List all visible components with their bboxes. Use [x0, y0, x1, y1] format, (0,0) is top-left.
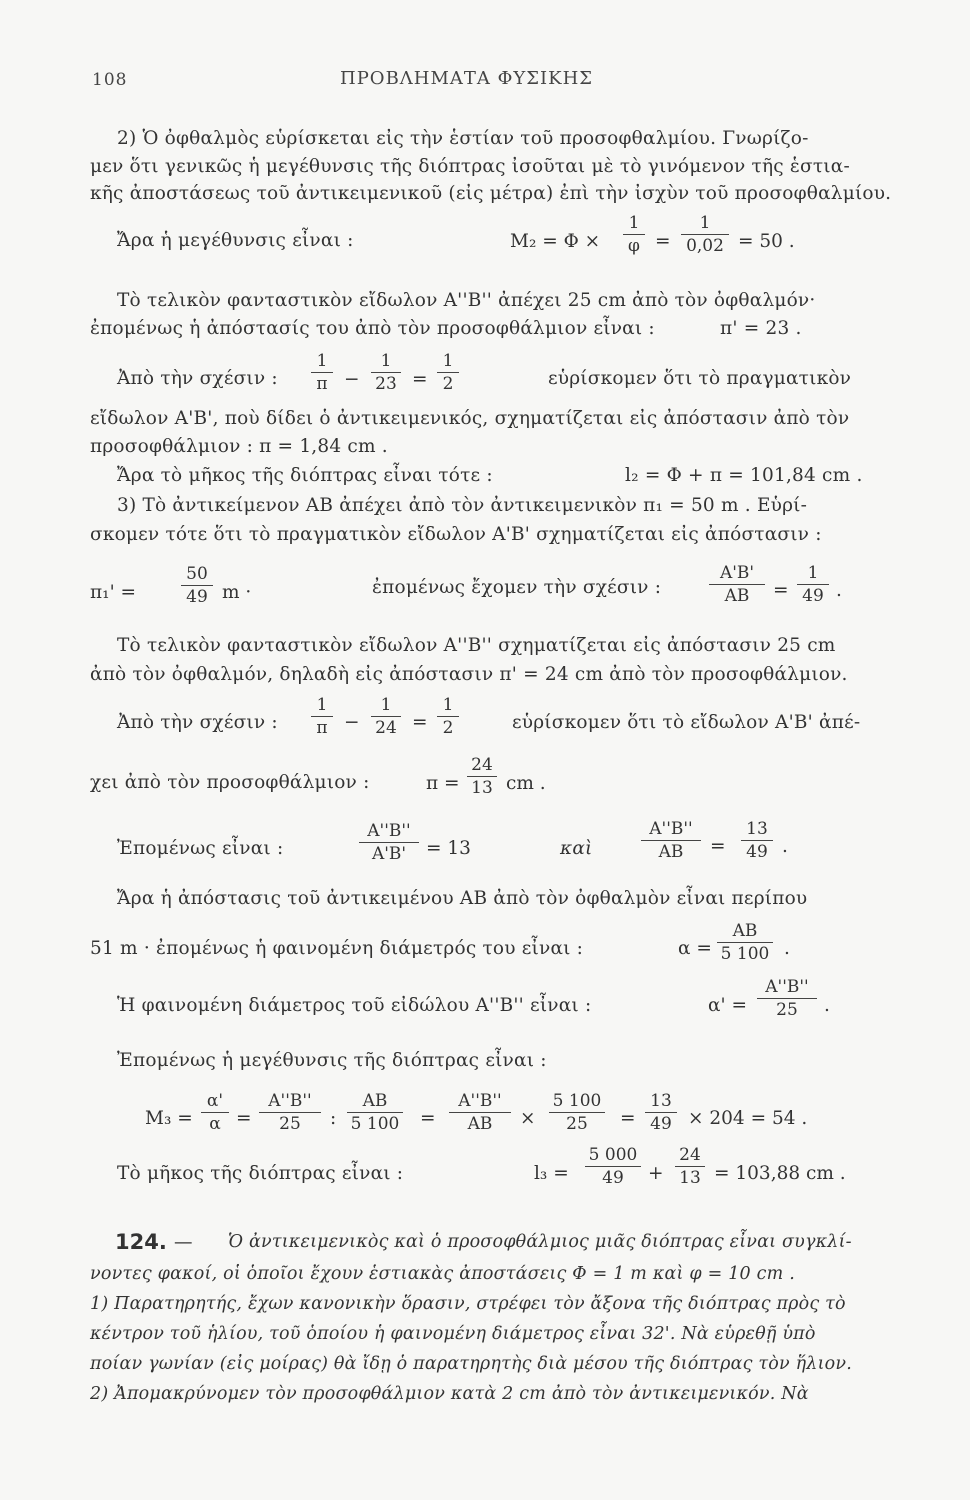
- fraction: [346, 1090, 404, 1135]
- equation-label: ἐπομένως ἔχομεν τὴν σχέσιν :: [372, 577, 662, 598]
- equation-term: α' =: [708, 995, 747, 1016]
- fraction-numerator: 1: [380, 695, 392, 715]
- fraction-denominator: 5 100: [720, 944, 770, 964]
- paragraph-line: μεν ὅτι γενικῶς ἡ μεγέθυνσις τῆς διόπτρας ἰσοῦται μὲ τὸ γινόμενον τῆς ἑστια-: [90, 156, 850, 177]
- fraction-numerator: A'B': [719, 563, 755, 583]
- fraction-denominator: 2: [442, 718, 454, 738]
- fraction-numerator: 24: [471, 755, 493, 775]
- equation-term: .: [782, 836, 788, 857]
- fraction: [358, 820, 420, 865]
- fraction-numerator: 1: [807, 563, 819, 583]
- fraction: [674, 1144, 706, 1189]
- equation-term: =: [412, 712, 428, 733]
- fraction: [708, 562, 766, 607]
- equation-term: π₁' =: [90, 582, 137, 603]
- fraction: [756, 976, 818, 1021]
- equation-label: Ἀπὸ τὴν σχέσιν :: [117, 712, 278, 733]
- fraction-denominator: 13: [471, 778, 493, 798]
- equation-term: = 103,88 cm .: [714, 1163, 846, 1184]
- fraction-denominator: AB: [658, 842, 684, 862]
- paragraph-line: εὑρίσκομεν ὅτι τὸ εἴδωλον A'B' ἀπέ-: [512, 712, 861, 733]
- fraction: [200, 1090, 230, 1135]
- equation-term: l₃ =: [534, 1163, 569, 1184]
- problem-line: Ὁ ἀντικειμενικὸς καὶ ὁ προσοφθάλμιος μιᾶς διόπτρας εἶναι συγκλί-: [228, 1232, 852, 1252]
- fraction-numerator: AB: [732, 921, 758, 941]
- fraction-denominator: 25: [279, 1114, 301, 1134]
- fraction: [796, 562, 830, 607]
- paragraph-line: Τὸ τελικὸν φανταστικὸν εἴδωλον A''B'' ἀπέχει 25 cm ἀπὸ τὸν ὀφθαλμόν·: [117, 290, 816, 311]
- conjunction-text: καὶ: [560, 838, 593, 859]
- paragraph-line: κῆς ἀποστάσεως τοῦ ἀντικειμενικοῦ (εἰς μέτρα) ἐπὶ τὴν ἰσχὺν τοῦ προσοφθαλμίου.: [90, 183, 892, 204]
- equation-term: .: [836, 580, 842, 601]
- fraction-numerator: 5 100: [552, 1091, 602, 1111]
- fraction: [466, 754, 498, 799]
- equation-label: Ἐπομένως εἶναι :: [117, 838, 284, 859]
- problem-line: ποίαν γωνίαν (εἰς μοίρας) θὰ ἴδῃ ὁ παρατηρητὴς διὰ μέσου τῆς διόπτρας τὸν ἥλιον.: [90, 1354, 852, 1374]
- fraction: [716, 920, 774, 965]
- fraction-denominator: 13: [679, 1168, 701, 1188]
- equation-term: l₂ = Φ + π = 101,84 cm .: [625, 465, 863, 486]
- paragraph-line: εὑρίσκομεν ὅτι τὸ πραγματικὸν: [548, 368, 852, 389]
- fraction: [436, 350, 460, 395]
- fraction-numerator: A''B'': [458, 1091, 502, 1111]
- equation-term: M₂ = Φ ×: [510, 231, 601, 252]
- problem-line: κέντρον τοῦ ἡλίου, τοῦ ὁποίου ἡ φαινομένη διάμετρος εἶναι 32'. Νὰ εὑρεθῇ ὑπὸ: [90, 1324, 816, 1344]
- equation-term: −: [344, 712, 360, 733]
- problem-line: 2) Ἀπομακρύνομεν τὸν προσοφθάλμιον κατὰ 2 cm ἀπὸ τὸν ἀντικειμενικόν. Νὰ: [90, 1384, 809, 1404]
- fraction-numerator: 1: [699, 213, 711, 233]
- fraction-numerator: 1: [316, 351, 328, 371]
- equation-term: cm .: [506, 773, 546, 794]
- equation-term: =: [420, 1108, 436, 1129]
- fraction: [548, 1090, 606, 1135]
- fraction-denominator: AB: [467, 1114, 493, 1134]
- fraction-numerator: A''B'': [367, 821, 411, 841]
- fraction: [310, 694, 334, 739]
- fraction-numerator: 24: [679, 1145, 701, 1165]
- paragraph-line: 51 m · ἐπομένως ἡ φαινομένη διάμετρός του εἶναι :: [90, 938, 584, 959]
- paragraph-line: 2) Ὁ ὀφθαλμὸς εὑρίσκεται εἰς τὴν ἑστίαν τοῦ προσοφθαλμίου. Γνωρίζο-: [117, 128, 809, 149]
- fraction-denominator: 2: [442, 374, 454, 394]
- fraction: [640, 818, 702, 863]
- fraction: [740, 818, 774, 863]
- fraction: [180, 563, 214, 608]
- problem-dash: —: [174, 1232, 193, 1253]
- fraction-numerator: 1: [380, 351, 392, 371]
- paragraph-line: 3) Τὸ ἀντικείμενον AB ἀπέχει ἀπὸ τὸν ἀντικειμενικὸν π₁ = 50 m . Εὑρί-: [117, 495, 808, 516]
- equation-term: m ·: [222, 582, 252, 603]
- fraction: [644, 1090, 678, 1135]
- fraction-denominator: α: [209, 1114, 221, 1134]
- fraction: [258, 1090, 322, 1135]
- equation-term: = 13: [426, 838, 471, 859]
- fraction: [584, 1144, 642, 1189]
- problem-line: νοντες φακοί, οἱ ὁποῖοι ἔχουν ἑστιακὰς ἀποστάσεις Φ = 1 m καὶ φ = 10 cm .: [90, 1264, 795, 1284]
- fraction-numerator: 1: [442, 695, 454, 715]
- equation-term: π' = 23 .: [720, 318, 802, 339]
- paragraph-line: ἀπὸ τὸν ὀφθαλμόν, δηλαδὴ εἰς ἀπόστασιν π' = 24 cm ἀπὸ τὸν προσοφθάλμιον.: [90, 664, 848, 685]
- paragraph-line: ἐπομένως ἡ ἀπόστασίς του ἀπὸ τὸν προσοφθάλμιον εἶναι :: [90, 318, 655, 339]
- fraction: [448, 1090, 512, 1135]
- paragraph-line: Ἐπομένως ἡ μεγέθυνσις τῆς διόπτρας εἶναι :: [117, 1050, 547, 1071]
- equation-term: .: [824, 995, 830, 1016]
- fraction-denominator: 25: [566, 1114, 588, 1134]
- fraction-numerator: 50: [186, 564, 208, 584]
- fraction-denominator: 25: [776, 1000, 798, 1020]
- fraction-denominator: π: [316, 718, 328, 738]
- paragraph-line: Ἄρα τὸ μῆκος τῆς διόπτρας εἶναι τότε :: [117, 465, 493, 486]
- equation-term: −: [344, 369, 360, 390]
- equation-term: α =: [678, 938, 712, 959]
- equation-term: π =: [426, 773, 460, 794]
- equation-term: =: [773, 580, 789, 601]
- paragraph-line: σκομεν τότε ὅτι τὸ πραγματικὸν εἴδωλον A'B' σχηματίζεται εἰς ἀπόστασιν :: [90, 524, 822, 545]
- fraction-numerator: 5 000: [588, 1145, 638, 1165]
- fraction-denominator: π: [316, 374, 328, 394]
- fraction-numerator: 1: [316, 695, 328, 715]
- equation-term: =: [620, 1108, 636, 1129]
- equation-term: × 204 = 54 .: [688, 1108, 808, 1129]
- equation-term: =: [710, 836, 726, 857]
- fraction-numerator: 1: [628, 213, 640, 233]
- equation-term: =: [655, 231, 671, 252]
- fraction: [370, 694, 402, 739]
- equation-term: =: [236, 1108, 252, 1129]
- problem-line: 1) Παρατηρητής, ἔχων κανονικὴν ὅρασιν, στρέφει τὸν ἄξονα τῆς διόπτρας πρὸς τὸ: [90, 1294, 846, 1314]
- equation-label: Ἄρα ἡ μεγέθυνσις εἶναι :: [117, 230, 354, 251]
- equation-term: = 50 .: [738, 231, 795, 252]
- fraction-denominator: 5 100: [350, 1114, 400, 1134]
- equation-term: :: [330, 1108, 337, 1129]
- paragraph-line: προσοφθάλμιον : π = 1,84 cm .: [90, 436, 388, 457]
- equation-label: Ἀπὸ τὴν σχέσιν :: [117, 368, 278, 389]
- paragraph-line: Ἄρα ἡ ἀπόστασις τοῦ ἀντικειμένου AB ἀπὸ τὸν ὀφθαλμὸν εἶναι περίπου: [117, 888, 808, 909]
- equation-term: =: [412, 369, 428, 390]
- page-number: 108: [92, 70, 128, 90]
- paragraph-line: χει ἀπὸ τὸν προσοφθάλμιον :: [90, 772, 370, 793]
- equation-term: .: [784, 938, 790, 959]
- fraction-denominator: 49: [746, 842, 768, 862]
- fraction-numerator: A''B'': [268, 1091, 312, 1111]
- fraction-denominator: AB: [724, 586, 750, 606]
- fraction: [680, 212, 730, 257]
- fraction: [370, 350, 402, 395]
- fraction-numerator: A''B'': [649, 819, 693, 839]
- paragraph-line: εἴδωλον A'B', ποὺ δίδει ὁ ἀντικειμενικός, σχηματίζεται εἰς ἀπόστασιν ἀπὸ τὸν: [90, 408, 850, 429]
- fraction-denominator: 49: [650, 1114, 672, 1134]
- fraction-denominator: 0,02: [686, 236, 724, 256]
- paragraph-line: Ἡ φαινομένη διάμετρος τοῦ εἰδώλου A''B'' εἶναι :: [117, 995, 592, 1016]
- equation-term: +: [648, 1163, 664, 1184]
- fraction-denominator: 49: [802, 586, 824, 606]
- fraction-denominator: 49: [186, 587, 208, 607]
- fraction-numerator: 13: [650, 1091, 672, 1111]
- fraction-numerator: AB: [362, 1091, 388, 1111]
- fraction-numerator: 13: [746, 819, 768, 839]
- fraction-numerator: 1: [442, 351, 454, 371]
- fraction-denominator: 49: [602, 1168, 624, 1188]
- fraction-numerator: A''B'': [765, 977, 809, 997]
- fraction: [310, 350, 334, 395]
- fraction-denominator: 24: [375, 718, 397, 738]
- paragraph-line: Τὸ τελικὸν φανταστικὸν εἴδωλον A''B'' σχηματίζεται εἰς ἀπόστασιν 25 cm: [117, 635, 836, 656]
- fraction-denominator: 23: [375, 374, 397, 394]
- fraction-denominator: φ: [628, 236, 640, 256]
- fraction: [622, 212, 646, 257]
- equation-term: M₃ =: [145, 1108, 193, 1129]
- problem-number: 124.: [115, 1230, 167, 1254]
- equation-term: ×: [520, 1108, 536, 1129]
- fraction: [436, 694, 460, 739]
- fraction-denominator: A'B': [371, 844, 407, 864]
- fraction-numerator: α': [206, 1091, 224, 1111]
- running-title: ΠΡΟΒΛΗΜΑΤΑ ΦΥΣΙΚΗΣ: [340, 68, 593, 89]
- equation-label: Τὸ μῆκος τῆς διόπτρας εἶναι :: [117, 1163, 404, 1184]
